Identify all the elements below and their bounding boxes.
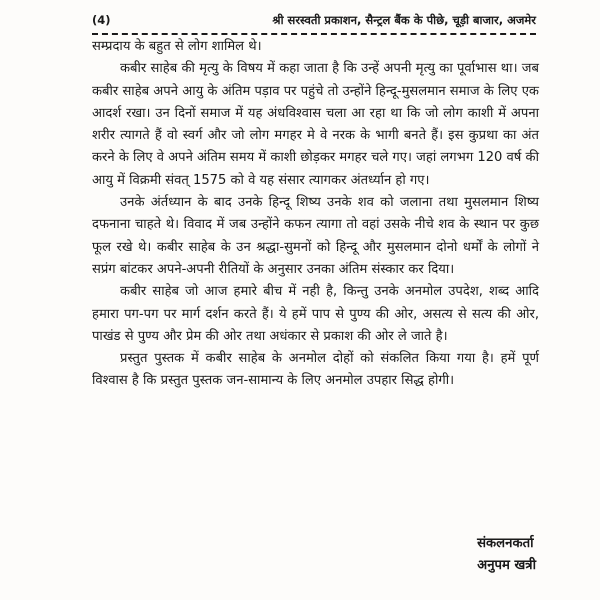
paragraph: कबीर साहेब की मृत्यु के विषय में कहा जाता है कि उन्हें अपनी मृत्यु का पूर्वाभास था। जब कबीर साहेब अपने आयु के अंतिम पड़ाव पर पहुंचे तो उन्होंने हिन्दू-मुसलमान समाज के लिए एक आदर्श रखा। उन दिनों समाज में यह अंधविश्वास चला आ रहा था कि जो लोग काशी में अपना शरीर त्यागते हैं वो स्वर्ग और जो लोग मगहर मे वे नरक के भागी बनते हैं। इस कुप्रथा का अंत करने के लिए वे अपने अंतिम समय में काशी छोड़कर मगहर चले गए। जहां लगभग 120 वर्ष की आयु में विक्रमी संवत् 1575 को वे यह संसार त्यागकर अंतर्ध्यान हो गए। (92, 61, 539, 188)
compiler-role: संकलनकर्ता (477, 536, 534, 551)
paragraph: प्रस्तुत पुस्तक में कबीर साहेब के अनमोल दोहों को संकलित किया गया है। हमें पूर्ण विश्वास है कि प्रस्तुत पुस्तक जन-सामान्य के लिए अनमोल उपहार सिद्ध होगी। (92, 351, 539, 389)
page-number: (4) (92, 13, 111, 27)
body-text (92, 36, 539, 393)
paragraph: कबीर साहेब जो आज हमारे बीच में नही है, किन्तु उनके अनमोल उपदेश, शब्द आदि हमारा पग-पग पर मार्ग दर्शन करते हैं। ये हमें पाप से पुण्य की ओर, असत्य से सत्य की ओर, पाखंड से पुण्य और प्रेम की ओर तथा अधंकार से प्रकाश की ओर ले जाते है। (92, 284, 539, 344)
signature-block (477, 533, 536, 577)
paragraph: सम्प्रदाय के बहुत से लोग शामिल थे। (92, 39, 262, 54)
compiler-name: अनुपम खत्री (477, 558, 536, 573)
page-header (92, 9, 536, 35)
paragraph: उनके अंर्तध्यान के बाद उनके हिन्दू शिष्य उनके शव को जलाना तथा मुसलमान शिष्य दफनाना चाहते थे। विवाद में जब उन्होंने कफन त्यागा तो वहां उसके नीचे शव के स्थान पर कुछ फूल रखे थे। कबीर साहेब के उन श्रद्धा-सुमनों को हिन्दू और मुसलमान दोनो धर्मों के लोगों ने सप्रंग बांटकर अपने-अपनी रीतियों के अनुसार उनका अंतिम संस्कार कर दिया। (92, 195, 539, 277)
publisher-line: श्री सरस्वती प्रकाशन, सैन्ट्रल बैंक के पीछे, चूड़ी बाजार, अजमेर (272, 13, 536, 27)
header-divider (92, 33, 536, 35)
